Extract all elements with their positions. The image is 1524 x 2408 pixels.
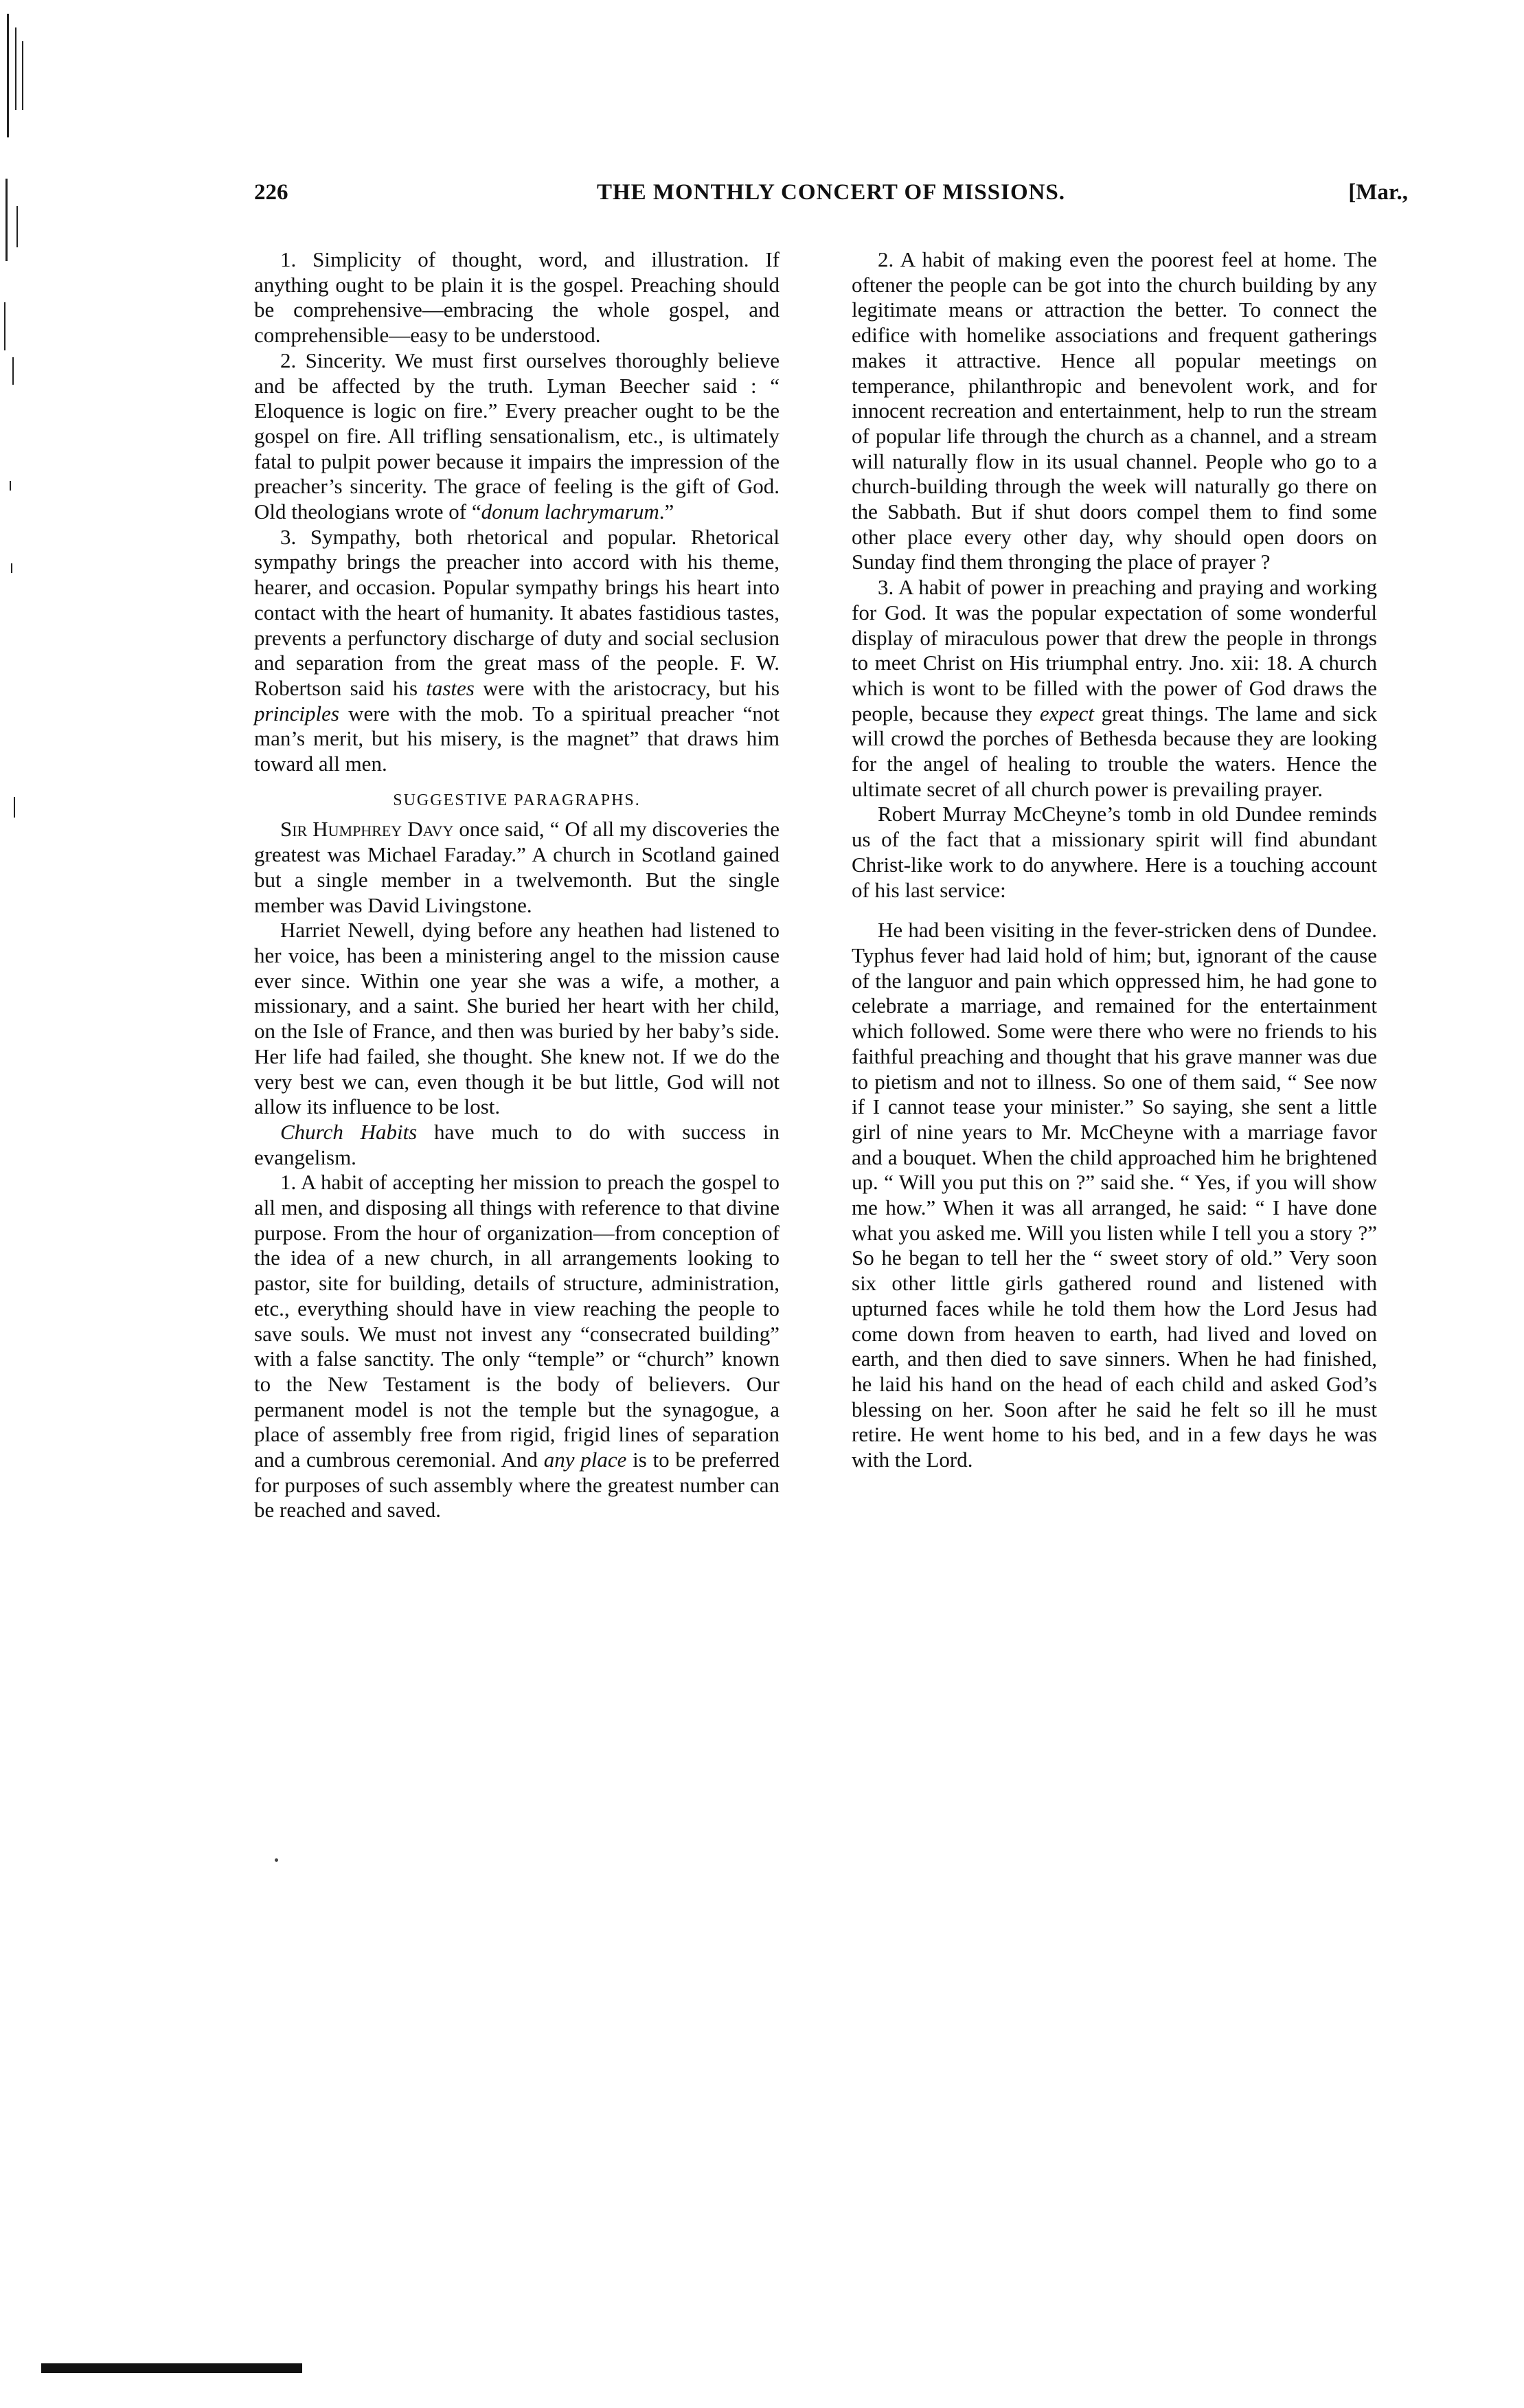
paragraph-sympathy: 3. Sympathy, both rhetorical and popular. Rhetorical sympathy brings the preacher into accord with his theme, hearer, and occasion. Popular sympathy brings his heart into contact with the heart of humanity. It abates fastidious tastes, prevents a perfunctory discharge of duty and social seclusion and separation from the great mass of the people. F. W. Robertson said his tastes were with the aristocracy, but his principles were with the mob. To a spiritual preacher “not man’s merit, but his misery, is the magnet” that draws him toward all men. (254, 524, 780, 776)
right-column (852, 247, 1377, 1473)
paragraph-simplicity: 1. Simplicity of thought, word, and illustration. If anything ought to be plain it is the gospel. Preaching should be comprehensive—embracing the whole gospel, and comprehensible—easy to be understood. (254, 247, 780, 348)
paragraph-sincerity: 2. Sincerity. We must first ourselves thoroughly believe and be affected by the truth. Lyman Beecher said : “ Eloquence is logic on fire.” Every preacher ought to be the gospel on fire. All trifling sensationalism, etc., is ultimately fatal to pulpit power because it impairs the impression of the preacher’s sincerity. The grace of feeling is the gift of God. Old theologians wrote of “donum lachrymarum.” (254, 348, 780, 524)
running-title: THE MONTHLY CONCERT OF MISSIONS. (596, 180, 1066, 205)
stray-mark (275, 1858, 278, 1862)
paragraph-mccheyne: Robert Murray McCheyne’s tomb in old Dundee reminds us of the fact that a missionary spirit will find abundant Christ-like work to do anywhere. Here is a touching account of his last service: (852, 802, 1377, 902)
running-month: [Mar., (1348, 180, 1408, 205)
left-column (254, 247, 780, 1523)
paragraph-newell: Harriet Newell, dying before any heathen had listened to her voice, has been a ministering angel to the mission cause ever since. Within one year she was a wife, a mother, a missionary, and a saint. She buried her heart with her child, on the Isle of France, and then was buried by her baby’s side. Her life had failed, she thought. She knew not. If we do the very best we can, even though it be but little, God will not allow its influence to be lost. (254, 918, 780, 1119)
paragraph-habit-3: 3. A habit of power in preaching and praying and working for God. It was the popular expectation of some wonderful display of miraculous power that drew the people in throngs to meet Christ on His triumphal entry. Jno. xii: 18. A church which is wont to be filled with the power of God draws the people, because they expect great things. The lame and sick will crowd the porches of Bethesda because they are looking for the angel of healing to trouble the waters. Hence the ultimate secret of all church power is prevailing prayer. (852, 575, 1377, 801)
paragraph-davy: Sir Humphrey Davy once said, “ Of all my discoveries the greatest was Michael Faraday.” A church in Scotland gained but a single member in a twelvemonth. But the single member was David Livingstone. (254, 817, 780, 917)
section-subhead: SUGGESTIVE PARAGRAPHS. (393, 791, 641, 809)
paragraph-habit-2: 2. A habit of making even the poorest feel at home. The oftener the people can be got into the church building by any legitimate means or attraction the better. To connect the edifice with homelike associations and frequent gatherings makes it attractive. Hence all popular meetings on temperance, philanthropic and benevolent work, and for innocent recreation and entertainment, help to run the stream of popular life through the church as a channel, and a stream will naturally flow in its usual channel. People who go to a church-building through the week will naturally go there on the Sabbath. But if shut doors compel them to find some other place every other day, why should open doors on Sunday find them thronging the place of prayer ? (852, 247, 1377, 574)
paragraph-habit-1: 1. A habit of accepting her mission to preach the gospel to all men, and disposing all things with reference to that divine purpose. From the hour of organization—from conception of the idea of a new church, in all arrangements looking to pastor, site for building, details of structure, administration, etc., everything should have in view reaching the people to save souls. We must not invest any “consecrated building” with a false sanctity. The only “temple” or “church” known to the New Testament is the body of believers. Our permanent model is not the temple but the synagogue, a place of assembly free from rigid, frigid lines of separation and a cumbrous ceremonial. And any place is to be preferred for purposes of such assembly where the greatest number can be reached and saved. (254, 1170, 780, 1522)
scan-margin-marks (0, 0, 27, 893)
scan-edge-bar (41, 2363, 302, 2373)
paragraph-church-habits: Church Habits have much to do with success in evangelism. (254, 1119, 780, 1169)
page-number: 226 (254, 180, 288, 205)
page-header (254, 180, 1408, 221)
paragraph-last-service: He had been visiting in the fever-stricken dens of Dundee. Typhus fever had laid hold of him; but, ignorant of the cause of the languor and pain which oppressed him, he had gone to celebrate a marriage, and remained for the entertainment which followed. Some were there who were no friends to his faithful preaching and thought that his grave manner was due to pietism and not to illness. So one of them said, “ See now if I cannot tease your minister.” So saying, she sent a little girl of nine years to Mr. McCheyne with a marriage favor and a bouquet. When the child approached him he brightened up. “ Will you put this on ?” said she. “ Yes, if you will show me how.” When it was all arranged, he said: “ I have done what you asked me. Will you listen while I tell you a story ?” So he began to tell her the “ sweet story of old.” Very soon six other little girls gathered round and listened with upturned faces while he told them how the Lord Jesus had come down from heaven to earth, had lived and loved on earth, and then died to save sinners. When he had finished, he laid his hand on the head of each child and asked God’s blessing on her. Soon after he said he felt so ill he must retire. He went home to his bed, and in a few days he was with the Lord. (852, 918, 1377, 1472)
